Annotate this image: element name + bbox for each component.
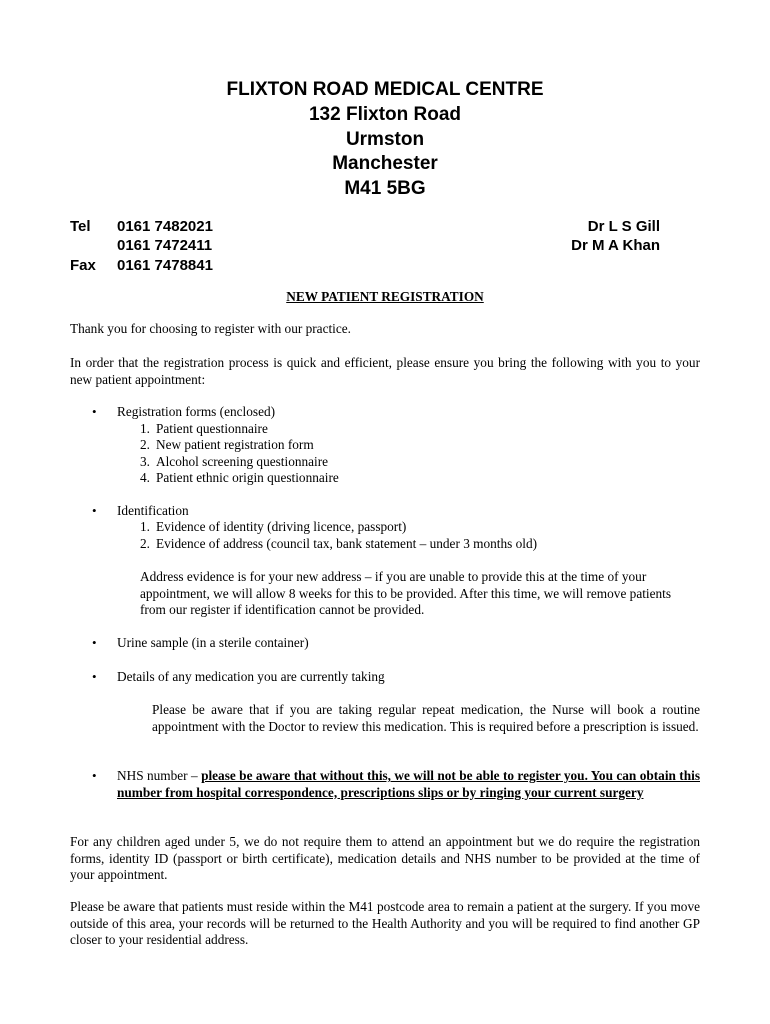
reg-forms-heading: Registration forms (enclosed) [117,404,276,419]
list-item: 1. Evidence of identity (driving licence, passport) [140,519,407,534]
identification-heading: Identification [117,503,189,518]
address-evidence-note: Address evidence is for your new address – if you are unable to provide this at the time of your appointment, we will allow 8 weeks for this to be provided. After this time, we will remove patients from our register if identification cannot be provided. [140,569,672,617]
fax-label: Fax [70,257,96,274]
tel-number-2: 0161 7472411 [117,237,213,254]
bullet-icon: • [92,768,97,783]
nhs-number-prefix: NHS number – [117,768,198,783]
document-title: NEW PATIENT REGISTRATION [286,289,484,304]
address-line-2: Urmston [345,129,425,150]
postcode-notice: Please be aware that patients must reside within the M41 postcode area to remain a patient at the surgery. If you move outside of this area, your records will be returned to the Health Authority and you will be required to find another GP closer to your residential address. [70,899,700,947]
instruction-text: In order that the registration process is quick and efficient, please ensure you bring the following with you to your new patient appointment: [70,355,700,387]
tel-number-1: 0161 7482021 [117,218,213,235]
address-line-1: 132 Flixton Road [308,104,462,125]
list-item: 2. New patient registration form [140,437,314,452]
postcode: M41 5BG [344,178,426,199]
practice-name: FLIXTON ROAD MEDICAL CENTRE [226,79,544,100]
doctor-1: Dr L S Gill [587,218,660,235]
address-line-3: Manchester [332,153,438,174]
medication-note: Please be aware that if you are taking regular repeat medication, the Nurse will book a routine appointment with the Doctor to review this medication. This is required before a prescription is issued. [152,702,700,734]
bullet-icon: • [92,404,97,419]
medication-heading: Details of any medication you are currently taking [117,669,385,684]
nhs-number-item [117,768,700,801]
list-item: 3. Alcohol screening questionnaire [140,454,329,469]
list-item: 1. Patient questionnaire [140,421,268,436]
fax-number: 0161 7478841 [117,257,213,274]
tel-label: Tel [70,218,91,235]
doctor-2: Dr M A Khan [571,237,660,254]
bullet-icon: • [92,503,97,518]
list-item: 4. Patient ethnic origin questionnaire [140,470,339,485]
urine-sample-item: Urine sample (in a sterile container) [117,635,309,650]
children-paragraph: For any children aged under 5, we do not require them to attend an appointment but we do require the registration forms, identity ID (passport or birth certificate), medication details and NHS number to be provided at the time of your appointment. [70,834,700,882]
bullet-icon: • [92,669,97,684]
intro-text: Thank you for choosing to register with our practice. [70,321,352,336]
list-item: 2. Evidence of address (council tax, bank statement – under 3 months old) [140,536,538,551]
bullet-icon: • [92,635,97,650]
nhs-number-warning: please be aware that without this, we will not be able to register you. You can obtain this number from hospital correspondence, prescriptions slips or by ringing your current surgery [117,768,700,800]
